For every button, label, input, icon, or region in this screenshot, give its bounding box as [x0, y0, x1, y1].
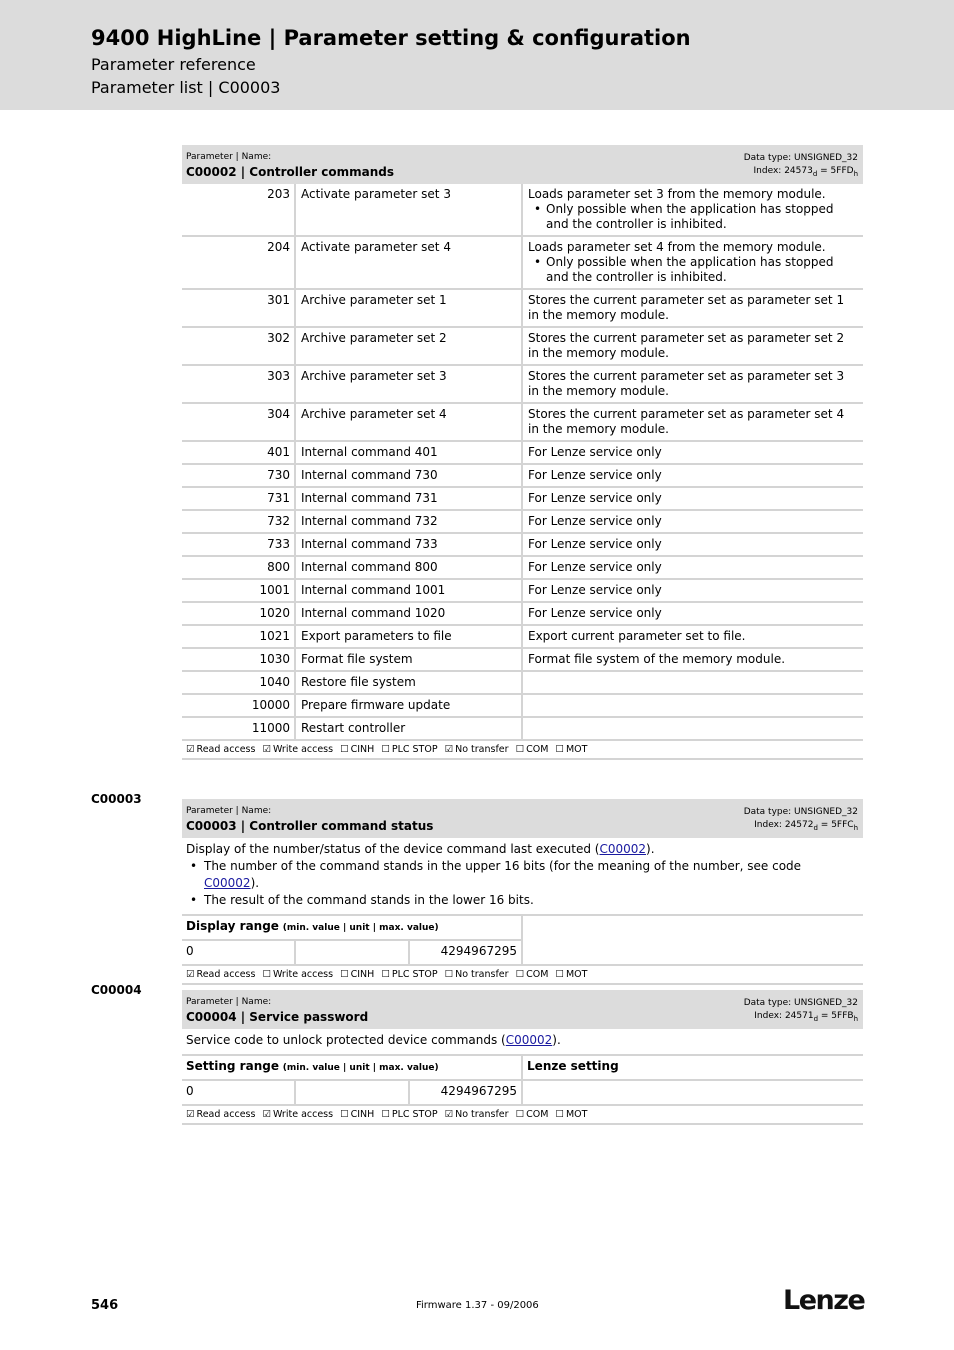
command-description	[522, 487, 863, 510]
description-text: For Lenze service only	[528, 491, 662, 505]
flag-label: Read access	[196, 969, 256, 980]
table-row	[182, 694, 863, 717]
description-text: Stores the current parameter set as parameter set 2 in the memory module.	[528, 331, 845, 360]
param-header	[182, 799, 863, 838]
param-header	[182, 990, 863, 1029]
command-name: Prepare firmware update	[295, 694, 522, 717]
index-text: Index: $24572_d = 5FFC_h$	[754, 820, 858, 832]
access-flags	[182, 966, 863, 985]
checkbox-icon: ☐	[515, 744, 525, 755]
flag-item	[340, 744, 374, 755]
param-datatype	[744, 152, 858, 181]
flag-item	[381, 1109, 437, 1120]
param-block-c00003	[182, 799, 863, 985]
flag-label: No transfer	[455, 969, 509, 980]
range-unit	[295, 940, 409, 965]
command-number: 733	[182, 533, 295, 556]
command-name: Activate parameter set 3	[295, 184, 522, 236]
command-description	[522, 184, 863, 236]
description-text: For Lenze service only	[528, 537, 662, 551]
checkbox-icon: ☐	[444, 969, 454, 980]
checkbox-icon: ☑	[262, 744, 271, 755]
flag-label: Write access	[272, 744, 334, 755]
command-name: Internal command 1020	[295, 602, 522, 625]
description-text: Stores the current parameter set as parameter set 1 in the memory module.	[528, 293, 845, 322]
range-header: Setting range (min. value | unit | max. value)	[182, 1056, 522, 1080]
command-description	[522, 717, 863, 740]
param-name-label: Parameter | Name:	[186, 806, 272, 816]
side-code-c00003: C00003	[91, 792, 142, 806]
bullet-text: • Only possible when the application has stopped and the controller is inhibited.	[528, 255, 858, 285]
description-text: For Lenze service only	[528, 583, 662, 597]
flag-item	[381, 969, 437, 980]
command-description	[522, 327, 863, 365]
flag-label: PLC STOP	[391, 744, 438, 755]
command-description	[522, 289, 863, 327]
data-type-text: Data type: UNSIGNED_32	[743, 998, 858, 1008]
param-name: C00002 | Controller commands	[186, 165, 394, 179]
command-description	[522, 625, 863, 648]
table-row	[182, 441, 863, 464]
checkbox-icon: ☐	[340, 1109, 349, 1120]
flag-label: COM	[526, 1109, 549, 1120]
flag-label: CINH	[350, 744, 375, 755]
table-row	[182, 625, 863, 648]
table-row	[182, 717, 863, 740]
command-number: 204	[182, 236, 295, 289]
param-datatype	[744, 806, 858, 835]
command-number: 303	[182, 365, 295, 403]
checkbox-icon: ☐	[340, 969, 349, 980]
command-name: Restart controller	[295, 717, 522, 740]
command-name: Internal command 1001	[295, 579, 522, 602]
data-type-text: Data type: UNSIGNED_32	[743, 807, 858, 817]
checkbox-icon: ☐	[555, 969, 564, 980]
flag-label: MOT	[565, 744, 588, 755]
checkbox-icon: ☑	[262, 1109, 271, 1120]
command-number: 1001	[182, 579, 295, 602]
command-name: Archive parameter set 1	[295, 289, 522, 327]
command-name: Internal command 731	[295, 487, 522, 510]
description-text: Stores the current parameter set as parameter set 3 in the memory module.	[528, 369, 845, 398]
flag-label: Read access	[196, 1109, 256, 1120]
param-name: C00003 | Controller command status	[186, 819, 434, 833]
command-number: 1020	[182, 602, 295, 625]
flag-label: No transfer	[455, 744, 509, 755]
table-row	[182, 602, 863, 625]
checkbox-icon: ☐	[515, 969, 525, 980]
flag-item	[555, 969, 587, 980]
description-text: Loads parameter set 4 from the memory module.	[528, 240, 826, 254]
flag-item	[186, 1109, 255, 1120]
description-text: For Lenze service only	[528, 560, 662, 574]
flag-label: CINH	[350, 1109, 375, 1120]
range-header: Display range (min. value | unit | max. value)	[182, 916, 522, 940]
flag-item	[262, 1109, 333, 1120]
flag-item	[445, 969, 509, 980]
command-description	[522, 464, 863, 487]
flag-label: COM	[526, 744, 549, 755]
checkbox-icon: ☑	[444, 1109, 454, 1120]
command-number: 10000	[182, 694, 295, 717]
table-row	[182, 556, 863, 579]
flag-label: MOT	[565, 1109, 588, 1120]
flag-item	[262, 744, 333, 755]
empty-cell	[522, 916, 863, 965]
param-description: Service code to unlock protected device commands (C00002).	[182, 1029, 863, 1056]
page-number: 546	[91, 1298, 119, 1313]
range-min: 0	[182, 940, 295, 965]
flag-label: Write access	[272, 969, 334, 980]
command-number: 732	[182, 510, 295, 533]
checkbox-icon: ☐	[555, 744, 564, 755]
command-number: 304	[182, 403, 295, 441]
checkbox-icon: ☐	[381, 969, 390, 980]
param-name-label: Parameter | Name:	[186, 997, 272, 1007]
range-max: 4294967295	[409, 1080, 522, 1105]
command-name: Restore file system	[295, 671, 522, 694]
command-name: Internal command 730	[295, 464, 522, 487]
setting-range-table	[182, 1056, 863, 1106]
table-row	[182, 579, 863, 602]
checkbox-icon: ☑	[186, 969, 195, 980]
command-description	[522, 441, 863, 464]
checkbox-icon: ☑	[186, 744, 195, 755]
table-row	[182, 365, 863, 403]
param-description: Display of the number/status of the device command last executed (C00002). • The number of the command stands in the upper 16 bits (for the meaning of the number, see code C00002). • The result of the command stands in the lower 16 bits.	[182, 838, 863, 916]
range-max: 4294967295	[409, 940, 522, 965]
access-flags	[182, 1106, 863, 1125]
param-datatype	[744, 997, 858, 1026]
data-type-text: Data type: UNSIGNED_32	[743, 153, 858, 163]
checkbox-icon: ☐	[340, 744, 349, 755]
flag-label: Write access	[272, 1109, 334, 1120]
bullet-text: • The result of the command stands in the lower 16 bits.	[186, 892, 859, 909]
command-description	[522, 510, 863, 533]
flag-label: Read access	[196, 744, 256, 755]
flag-item	[262, 969, 333, 980]
table-row	[182, 236, 863, 289]
command-description	[522, 602, 863, 625]
checkbox-icon: ☐	[381, 1109, 390, 1120]
command-name: Archive parameter set 2	[295, 327, 522, 365]
flag-item	[340, 1109, 374, 1120]
flag-item	[516, 744, 549, 755]
lenze-logo: Lenze	[783, 1285, 865, 1316]
section-title: Parameter reference	[91, 55, 256, 74]
link-c00002[interactable]: C00002	[505, 1033, 553, 1047]
checkbox-icon: ☑	[444, 744, 454, 755]
command-name: Archive parameter set 3	[295, 365, 522, 403]
command-number: 301	[182, 289, 295, 327]
description-text: For Lenze service only	[528, 606, 662, 620]
flag-item	[516, 1109, 549, 1120]
description-text: Loads parameter set 3 from the memory module.	[528, 187, 826, 201]
index-text: Index: $24573_d = 5FFD_h$	[753, 166, 858, 178]
flag-label: COM	[526, 969, 549, 980]
command-number: 800	[182, 556, 295, 579]
flag-item	[555, 744, 587, 755]
checkbox-icon: ☐	[515, 1109, 525, 1120]
display-range-table	[182, 916, 863, 966]
command-number: 1030	[182, 648, 295, 671]
param-name: C00004 | Service password	[186, 1010, 369, 1024]
table-row	[182, 510, 863, 533]
range-unit	[295, 1080, 409, 1105]
table-row	[182, 184, 863, 236]
command-description	[522, 694, 863, 717]
param-header	[182, 145, 863, 184]
range-min: 0	[182, 1080, 295, 1105]
command-name: Archive parameter set 4	[295, 403, 522, 441]
table-row	[182, 671, 863, 694]
command-name: Internal command 401	[295, 441, 522, 464]
flag-label: PLC STOP	[391, 1109, 438, 1120]
flag-item	[445, 1109, 509, 1120]
access-flags	[182, 741, 863, 760]
command-number: 1040	[182, 671, 295, 694]
command-number: 1021	[182, 625, 295, 648]
param-block-c00002	[182, 145, 863, 760]
command-number: 730	[182, 464, 295, 487]
param-name-label: Parameter | Name:	[186, 152, 272, 162]
command-description	[522, 365, 863, 403]
table-row	[182, 289, 863, 327]
table-row	[182, 533, 863, 556]
flag-item	[381, 744, 437, 755]
lenze-setting-value	[522, 1080, 863, 1105]
command-name: Internal command 733	[295, 533, 522, 556]
firmware-version: Firmware 1.37 - 09/2006	[416, 1300, 539, 1311]
link-c00002[interactable]: C00002	[204, 876, 251, 890]
description-text: For Lenze service only	[528, 445, 662, 459]
flag-item	[516, 969, 549, 980]
description-text: For Lenze service only	[528, 468, 662, 482]
flag-label: MOT	[565, 969, 588, 980]
command-description	[522, 403, 863, 441]
description-text: Export current parameter set to file.	[528, 629, 746, 643]
command-name: Format file system	[295, 648, 522, 671]
command-description	[522, 236, 863, 289]
table-row	[182, 403, 863, 441]
flag-item	[445, 744, 509, 755]
link-c00002[interactable]: C00002	[599, 842, 647, 856]
command-number: 401	[182, 441, 295, 464]
subsection-title: Parameter list | C00003	[91, 78, 281, 97]
index-text: Index: $24571_d = 5FFB_h$	[754, 1011, 858, 1023]
description-text: For Lenze service only	[528, 514, 662, 528]
flag-item	[340, 969, 374, 980]
command-name: Export parameters to file	[295, 625, 522, 648]
checkbox-icon: ☐	[381, 744, 390, 755]
table-row	[182, 487, 863, 510]
lenze-setting-header: Lenze setting	[522, 1056, 863, 1080]
command-description	[522, 671, 863, 694]
command-name: Internal command 800	[295, 556, 522, 579]
command-description	[522, 579, 863, 602]
table-row	[182, 648, 863, 671]
param-block-c00004	[182, 990, 863, 1125]
checkbox-icon: ☑	[186, 1109, 195, 1120]
flag-item	[186, 969, 255, 980]
table-row	[182, 327, 863, 365]
command-number: 302	[182, 327, 295, 365]
command-description	[522, 533, 863, 556]
side-code-c00004: C00004	[91, 983, 142, 997]
description-text: Stores the current parameter set as parameter set 4 in the memory module.	[528, 407, 845, 436]
command-description	[522, 556, 863, 579]
flag-label: PLC STOP	[391, 969, 438, 980]
flag-label: No transfer	[455, 1109, 509, 1120]
description-text: Format file system of the memory module.	[528, 652, 786, 666]
table-row	[182, 464, 863, 487]
command-number: 731	[182, 487, 295, 510]
checkbox-icon: ☐	[262, 969, 271, 980]
command-description	[522, 648, 863, 671]
flag-label: CINH	[350, 969, 375, 980]
selection-table	[182, 184, 863, 741]
page-header	[0, 0, 954, 110]
checkbox-icon: ☐	[555, 1109, 564, 1120]
command-number: 11000	[182, 717, 295, 740]
flag-item	[186, 744, 255, 755]
command-name: Activate parameter set 4	[295, 236, 522, 289]
document-title: 9400 HighLine | Parameter setting & configuration	[91, 26, 691, 50]
command-number: 203	[182, 184, 295, 236]
flag-item	[555, 1109, 587, 1120]
bullet-text: • Only possible when the application has stopped and the controller is inhibited.	[528, 202, 858, 232]
command-name: Internal command 732	[295, 510, 522, 533]
